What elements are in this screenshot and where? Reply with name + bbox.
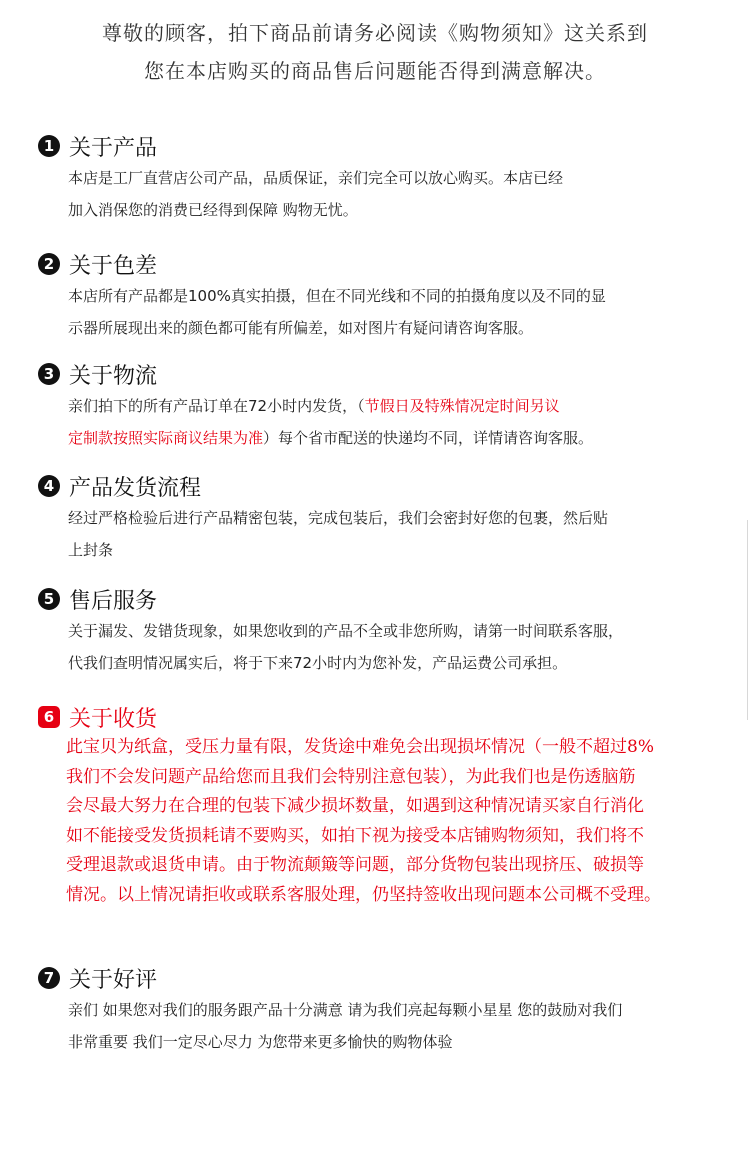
- number-4-icon: 4: [38, 475, 60, 497]
- section-after-sales: [38, 584, 738, 679]
- intro-line-1: 尊敬的顾客，拍下商品前请务必阅读《购物须知》这关系到: [102, 21, 648, 45]
- section-body: [68, 390, 738, 454]
- section-title: 关于色差: [69, 253, 158, 279]
- body-line: 关于漏发、发错货现象，如果您收到的产品不全或非您所购，请第一时间联系客服，: [68, 622, 624, 640]
- body-line: 非常重要 我们一定尽心尽力 为您带来更多愉快的购物体验: [68, 1033, 453, 1051]
- section-about-product: [38, 131, 738, 226]
- body-text: ）每个省市配送的快递均不同，详情请咨询客服。: [263, 429, 594, 447]
- section-header: [38, 584, 738, 614]
- body-line: 经过严格检验后进行产品精密包装，完成包装后，我们会密封好您的包裹，然后贴: [68, 509, 609, 527]
- body-line: 会尽最大努力在合理的包装下减少损坏数量，如遇到这种情况请买家自行消化: [66, 796, 644, 816]
- number-3-icon: 3: [38, 363, 60, 385]
- section-logistics: [38, 359, 738, 454]
- body-line: 上封条: [68, 541, 114, 559]
- section-color-difference: [38, 249, 738, 344]
- section-body: [68, 615, 738, 679]
- divider: [747, 520, 748, 720]
- section-title: 关于收货: [69, 706, 158, 732]
- body-line: 情况。以上情况请拒收或联系客服处理，仍坚持签收出现问题本公司概不受理。: [66, 884, 661, 905]
- section-header: [38, 359, 738, 389]
- section-title: 关于好评: [69, 967, 158, 993]
- body-line: 加入消保您的消费已经得到保障 购物无忧。: [68, 201, 358, 219]
- body-line: 此宝贝为纸盒，受压力量有限，发货途中难免会出现损坏情况（一般不超过8%: [66, 737, 654, 757]
- section-header: [38, 249, 738, 279]
- body-line: 我们不会发问题产品给您而且我们会特别注意包装），为此我们也是伤透脑筋: [66, 766, 636, 787]
- section-title: 关于物流: [69, 363, 158, 389]
- section-body: [68, 994, 738, 1058]
- section-shipping-process: [38, 471, 738, 566]
- body-line: 亲们 如果您对我们的服务跟产品十分满意 请为我们亮起每颗小星星 您的鼓励对我们: [68, 1001, 623, 1019]
- number-7-icon: 7: [38, 967, 60, 989]
- body-line: 如不能接受发货损耗请不要购买，如拍下视为接受本店铺购物须知，我们将不: [66, 825, 644, 846]
- intro-line-2: 您在本店购买的商品售后问题能否得到满意解决。: [144, 59, 606, 83]
- number-1-icon: 1: [38, 135, 60, 157]
- section-body: [68, 280, 738, 344]
- body-text: 亲们拍下的所有产品订单在72小时内发货，（: [68, 397, 365, 415]
- section-title: 售后服务: [69, 588, 158, 614]
- section-header: [38, 471, 738, 501]
- section-receiving: [38, 702, 738, 910]
- highlight-text: 节假日及特殊情况定时间另议: [364, 397, 560, 415]
- body-line: 本店是工厂直营店公司产品，品质保证，亲们完全可以放心购买。本店已经: [68, 169, 564, 187]
- body-line: [68, 390, 738, 422]
- section-title: 产品发货流程: [69, 475, 202, 501]
- number-2-icon: 2: [38, 253, 60, 275]
- section-header: [38, 131, 738, 161]
- section-body: [68, 502, 738, 566]
- section-good-reviews: [38, 963, 738, 1058]
- section-body: [68, 162, 738, 226]
- section-title: 关于产品: [69, 135, 158, 161]
- section-header: [38, 702, 738, 732]
- body-line: 受理退款或退货申请。由于物流颠簸等问题，部分货物包装出现挤压、破损等: [66, 855, 644, 875]
- body-line: [68, 422, 738, 454]
- section-header: [38, 963, 738, 993]
- body-line: 本店所有产品都是100%真实拍摄，但在不同光线和不同的拍摄角度以及不同的显: [68, 287, 606, 305]
- highlight-text: 定制款按照实际商议结果为准: [68, 429, 264, 447]
- intro-notice: [0, 14, 750, 90]
- body-line: 示器所展现出来的颜色都可能有所偏差，如对图片有疑问请咨询客服。: [68, 319, 534, 337]
- number-5-icon: 5: [38, 588, 60, 610]
- section-body: [66, 733, 738, 910]
- number-6-icon: 6: [38, 706, 60, 728]
- body-line: 代我们查明情况属实后，将于下来72小时内为您补发，产品运费公司承担。: [68, 654, 568, 672]
